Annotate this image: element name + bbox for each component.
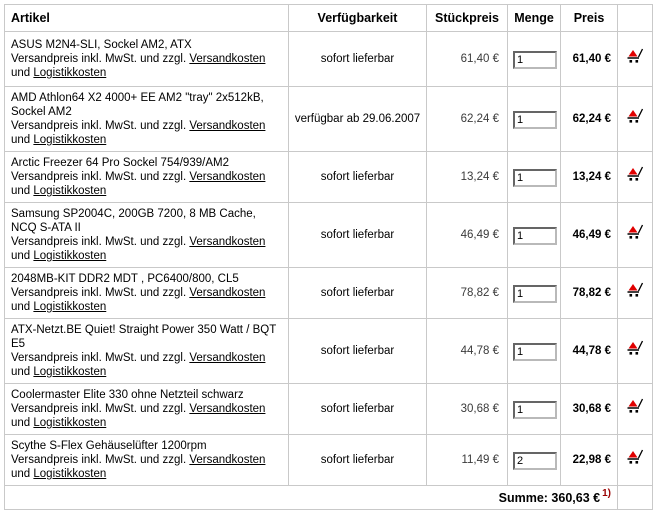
availability-text: verfügbar ab 29.06.2007 — [289, 87, 427, 152]
logistikkosten-link[interactable]: Logistikkosten — [33, 366, 107, 378]
versandkosten-link[interactable]: Versandkosten — [189, 171, 266, 183]
unit-price: 78,82 € — [427, 268, 508, 319]
remove-from-cart-button[interactable] — [626, 449, 644, 466]
unit-price: 61,40 € — [427, 32, 508, 87]
total-price: 61,40 € — [561, 32, 618, 87]
availability-text: sofort lieferbar — [289, 319, 427, 384]
article-title: Coolermaster Elite 330 ohne Netzteil schwarz — [11, 389, 244, 401]
shipping-note-text: und — [11, 67, 34, 79]
table-row — [5, 268, 653, 319]
column-header-actions — [618, 5, 653, 32]
article-title: ASUS M2N4-SLI, Sockel AM2, ATX — [11, 39, 192, 51]
total-price: 62,24 € — [561, 87, 618, 152]
unit-price: 30,68 € — [427, 384, 508, 435]
shipping-note-text: Versandpreis inkl. MwSt. und zzgl. — [11, 287, 190, 299]
remove-from-cart-button[interactable] — [626, 108, 644, 125]
header-row — [5, 5, 653, 32]
shipping-note — [11, 52, 282, 80]
quantity-input[interactable] — [513, 227, 557, 245]
remove-from-cart-button[interactable] — [626, 224, 644, 241]
shipping-note-text: Versandpreis inkl. MwSt. und zzgl. — [11, 236, 190, 248]
total-price: 46,49 € — [561, 203, 618, 268]
remove-from-cart-icon — [626, 224, 644, 241]
shipping-note-text: und — [11, 134, 34, 146]
shipping-note — [11, 235, 282, 263]
unit-price: 13,24 € — [427, 152, 508, 203]
column-header-menge: Menge — [508, 5, 561, 32]
article-title: Scythe S-Flex Gehäuselüfter 1200rpm — [11, 440, 207, 452]
shipping-note-text: und — [11, 468, 34, 480]
quantity-input[interactable] — [513, 343, 557, 361]
column-header-artikel: Artikel — [5, 5, 289, 32]
sum-row-empty-cell — [618, 486, 653, 510]
availability-text: sofort lieferbar — [289, 384, 427, 435]
unit-price: 11,49 € — [427, 435, 508, 486]
availability-text: sofort lieferbar — [289, 268, 427, 319]
remove-from-cart-button[interactable] — [626, 282, 644, 299]
quantity-input[interactable] — [513, 111, 557, 129]
quantity-input[interactable] — [513, 285, 557, 303]
shipping-note-text: und — [11, 366, 34, 378]
versandkosten-link[interactable]: Versandkosten — [189, 352, 266, 364]
sum-label: Summe: 360,63 € — [498, 491, 601, 506]
shipping-note-text: und — [11, 250, 34, 262]
shipping-note-text: Versandpreis inkl. MwSt. und zzgl. — [11, 171, 190, 183]
logistikkosten-link[interactable]: Logistikkosten — [33, 67, 107, 79]
versandkosten-link[interactable]: Versandkosten — [189, 53, 266, 65]
shipping-note-text: Versandpreis inkl. MwSt. und zzgl. — [11, 352, 190, 364]
unit-price: 46,49 € — [427, 203, 508, 268]
shopping-cart-table — [4, 4, 653, 510]
quantity-input[interactable] — [513, 401, 557, 419]
total-price: 13,24 € — [561, 152, 618, 203]
remove-from-cart-icon — [626, 340, 644, 357]
table-row — [5, 152, 653, 203]
availability-text: sofort lieferbar — [289, 435, 427, 486]
shipping-note-text: Versandpreis inkl. MwSt. und zzgl. — [11, 120, 190, 132]
quantity-input[interactable] — [513, 452, 557, 470]
shipping-note-text: und — [11, 301, 34, 313]
remove-from-cart-icon — [626, 398, 644, 415]
logistikkosten-link[interactable]: Logistikkosten — [33, 301, 107, 313]
table-row — [5, 384, 653, 435]
remove-from-cart-button[interactable] — [626, 398, 644, 415]
table-row — [5, 435, 653, 486]
article-title: Arctic Freezer 64 Pro Sockel 754/939/AM2 — [11, 157, 229, 169]
availability-text: sofort lieferbar — [289, 32, 427, 87]
table-row — [5, 319, 653, 384]
remove-from-cart-icon — [626, 166, 644, 183]
versandkosten-link[interactable]: Versandkosten — [189, 454, 266, 466]
quantity-input[interactable] — [513, 169, 557, 187]
shipping-note-text: Versandpreis inkl. MwSt. und zzgl. — [11, 454, 190, 466]
logistikkosten-link[interactable]: Logistikkosten — [33, 417, 107, 429]
availability-text: sofort lieferbar — [289, 203, 427, 268]
versandkosten-link[interactable]: Versandkosten — [189, 287, 266, 299]
table-row — [5, 87, 653, 152]
remove-from-cart-icon — [626, 449, 644, 466]
column-header-stueckpreis: Stückpreis — [427, 5, 508, 32]
shipping-note-text: Versandpreis inkl. MwSt. und zzgl. — [11, 53, 190, 65]
shipping-note — [11, 119, 282, 147]
article-title: AMD Athlon64 X2 4000+ EE AM2 "tray" 2x512kB, Sockel AM2 — [11, 92, 264, 118]
unit-price: 62,24 € — [427, 87, 508, 152]
table-row — [5, 32, 653, 87]
total-price: 22,98 € — [561, 435, 618, 486]
total-price: 78,82 € — [561, 268, 618, 319]
shipping-note-text: und — [11, 185, 34, 197]
sum-footnote-marker: 1) — [602, 488, 611, 500]
shipping-note-text: Versandpreis inkl. MwSt. und zzgl. — [11, 403, 190, 415]
shipping-note — [11, 453, 282, 481]
logistikkosten-link[interactable]: Logistikkosten — [33, 185, 107, 197]
remove-from-cart-icon — [626, 48, 644, 65]
shipping-note — [11, 402, 282, 430]
remove-from-cart-button[interactable] — [626, 340, 644, 357]
remove-from-cart-button[interactable] — [626, 166, 644, 183]
sum-row — [5, 486, 653, 510]
remove-from-cart-icon — [626, 282, 644, 299]
logistikkosten-link[interactable]: Logistikkosten — [33, 134, 107, 146]
article-title: Samsung SP2004C, 200GB 7200, 8 MB Cache, NCQ S-ATA II — [11, 208, 256, 234]
total-price: 30,68 € — [561, 384, 618, 435]
article-title: ATX-Netzt.BE Quiet! Straight Power 350 Watt / BQT E5 — [11, 324, 277, 350]
versandkosten-link[interactable]: Versandkosten — [189, 120, 266, 132]
shipping-note — [11, 351, 282, 379]
availability-text: sofort lieferbar — [289, 152, 427, 203]
column-header-verfuegbarkeit: Verfügbarkeit — [289, 5, 427, 32]
shipping-note-text: und — [11, 417, 34, 429]
cart-sum — [5, 486, 618, 510]
remove-from-cart-button[interactable] — [626, 48, 644, 65]
column-header-preis: Preis — [561, 5, 618, 32]
quantity-input[interactable] — [513, 51, 557, 69]
versandkosten-link[interactable]: Versandkosten — [189, 236, 266, 248]
shipping-note — [11, 170, 282, 198]
shipping-note — [11, 286, 282, 314]
cart-table-body — [5, 32, 653, 486]
total-price: 44,78 € — [561, 319, 618, 384]
table-row — [5, 203, 653, 268]
versandkosten-link[interactable]: Versandkosten — [189, 403, 266, 415]
logistikkosten-link[interactable]: Logistikkosten — [33, 468, 107, 480]
logistikkosten-link[interactable]: Logistikkosten — [33, 250, 107, 262]
unit-price: 44,78 € — [427, 319, 508, 384]
article-title: 2048MB-KIT DDR2 MDT , PC6400/800, CL5 — [11, 273, 239, 285]
remove-from-cart-icon — [626, 108, 644, 125]
